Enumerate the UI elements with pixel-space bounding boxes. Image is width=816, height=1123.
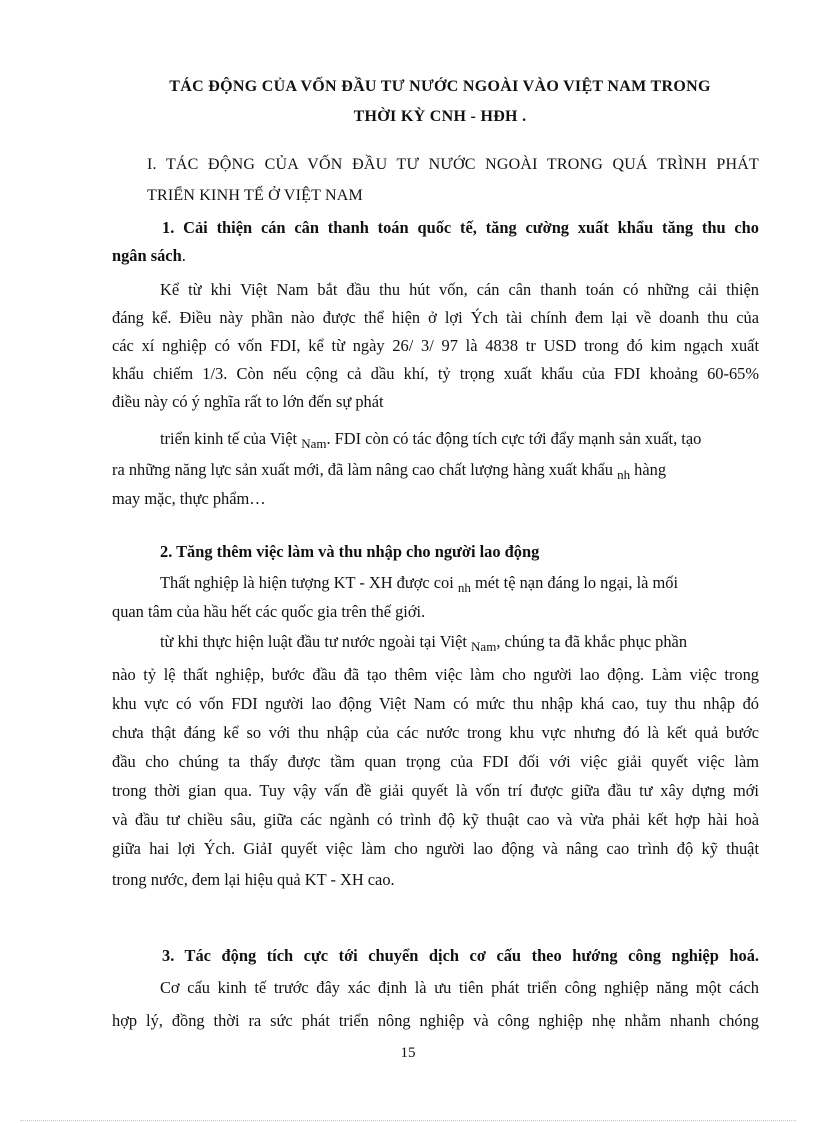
paragraph-4-line-5: đầu cho chúng ta thấy được tầm quan trọng của FDI đối với việc giải quyết việc làm [112,752,759,771]
paragraph-1-line-2: đáng kể. Điều này phần nào được thể hiện ở lợi Ých tài chính đem lại về doanh thu của [112,308,759,327]
subheading-1-line-2-period: . [181,246,186,265]
subheading-2: 2. Tăng thêm việc làm và thu nhập cho người lao động [160,542,540,561]
paragraph-2-line-2 [112,459,666,482]
paragraph-4-line-8: giữa hai lợi Ých. GiảI quyết việc làm cho người lao động và nâng cao trình độ kỹ thuật [112,839,759,858]
paragraph-1-line-3: các xí nghiệp có vốn FDI, kể từ ngày 26/ 3/ 97 là 4838 tr USD trong đó kim ngạch xuất [112,336,759,355]
subscript-run: Nam [301,436,327,451]
paragraph-3-line-2: quan tâm của hầu hết các quốc gia trên thế giới. [112,602,426,621]
text-run: triển kinh tế của Việt [160,429,302,448]
paragraph-5-line-1: Cơ cấu kinh tế trước đây xác định là ưu tiên phát triển công nghiệp năng một cách [160,978,759,997]
paragraph-4-line-4: chưa thật đáng kể so với thu nhập của các nước trong khu vực nhưng đó là kết quả bước [112,723,759,742]
text-run: Thất nghiệp là hiện tượng KT - XH được coi [160,573,458,592]
subscript-run: nh [617,467,631,482]
paragraph-5-line-2: hợp lý, đồng thời ra sức phát triển nông nghiệp và công nghiệp nhẹ nhằm nhanh chóng [112,1011,759,1030]
footer-divider [20,1120,796,1121]
paragraph-4-line-6: trong thời gian qua. Tuy vậy vấn đề giải quyết là vốn trí được giữa đầu tư xây dựng mới [112,781,759,800]
paragraph-4-line-3: khu vực có vốn FDI người lao động Việt Nam có mức thu nhập khá cao, tuy thu nhập đó [112,694,759,713]
text-run: hàng [630,460,667,479]
document-title-line-2: THỜI KỲ CNH - HĐH . [353,108,527,125]
paragraph-1-line-1: Kể từ khi Việt Nam bắt đầu thu hút vốn, cán cân thanh toán có những cải thiện [160,280,759,299]
text-run: ra những năng lực sản xuất mới, đã làm nâng cao chất lượng hàng xuất khẩu [112,460,618,479]
text-run: . FDI còn có tác động tích cực tới đẩy mạnh sản xuất, tạo [326,429,702,448]
paragraph-3-line-1 [160,572,678,595]
subheading-3: 3. Tác động tích cực tới chuyển dịch cơ cấu theo hướng công nghiệp hoá. [162,946,759,965]
document-title-line-1: TÁC ĐỘNG CỦA VỐN ĐẦU TƯ NƯỚC NGOÀI VÀO VIỆT NAM TRONG [169,78,711,95]
subheading-1-line-2 [112,245,186,267]
subscript-run: Nam [471,639,497,654]
section-heading-line-1: I. TÁC ĐỘNG CỦA VỐN ĐẦU TƯ NƯỚC NGOÀI TRONG QUÁ TRÌNH PHÁT [147,156,759,173]
paragraph-4-line-7: và đầu tư chiều sâu, giữa các ngành có trình độ kỹ thuật cao và vừa phải kết hợp hài hoà [112,810,759,829]
section-heading-line-2: TRIỂN KINH TẾ Ở VIỆT NAM [147,187,363,204]
subheading-1-line-2-text: ngân sách [112,246,182,265]
text-run: , chúng ta đã khắc phục phần [496,632,688,651]
paragraph-4-line-1 [160,631,687,654]
subscript-run: nh [457,580,471,595]
paragraph-4-line-9: trong nước, đem lại hiệu quả KT - XH cao. [112,870,395,889]
text-run: mét tệ nạn đáng lo ngại, là mối [470,573,679,592]
paragraph-2-line-3: may mặc, thực phẩm… [112,489,266,508]
paragraph-4-line-2: nào tỷ lệ thất nghiệp, bước đầu đã tạo thêm việc làm cho người lao động. Làm việc trong [112,665,759,684]
paragraph-2-line-1 [160,428,701,451]
subheading-1-line-1: 1. Cải thiện cán cân thanh toán quốc tế, tăng cường xuất khẩu tăng thu cho [162,218,759,237]
paragraph-1-line-4: khẩu chiếm 1/3. Còn nếu cộng cả dầu khí, tỷ trọng xuất khẩu của FDI khoảng 60-65% [112,364,759,383]
text-run: từ khi thực hiện luật đầu tư nước ngoài tại Việt [160,632,472,651]
page-number: 15 [400,1045,416,1061]
paragraph-1-line-5: điều này có ý nghĩa rất to lớn đến sự phát [112,392,384,411]
